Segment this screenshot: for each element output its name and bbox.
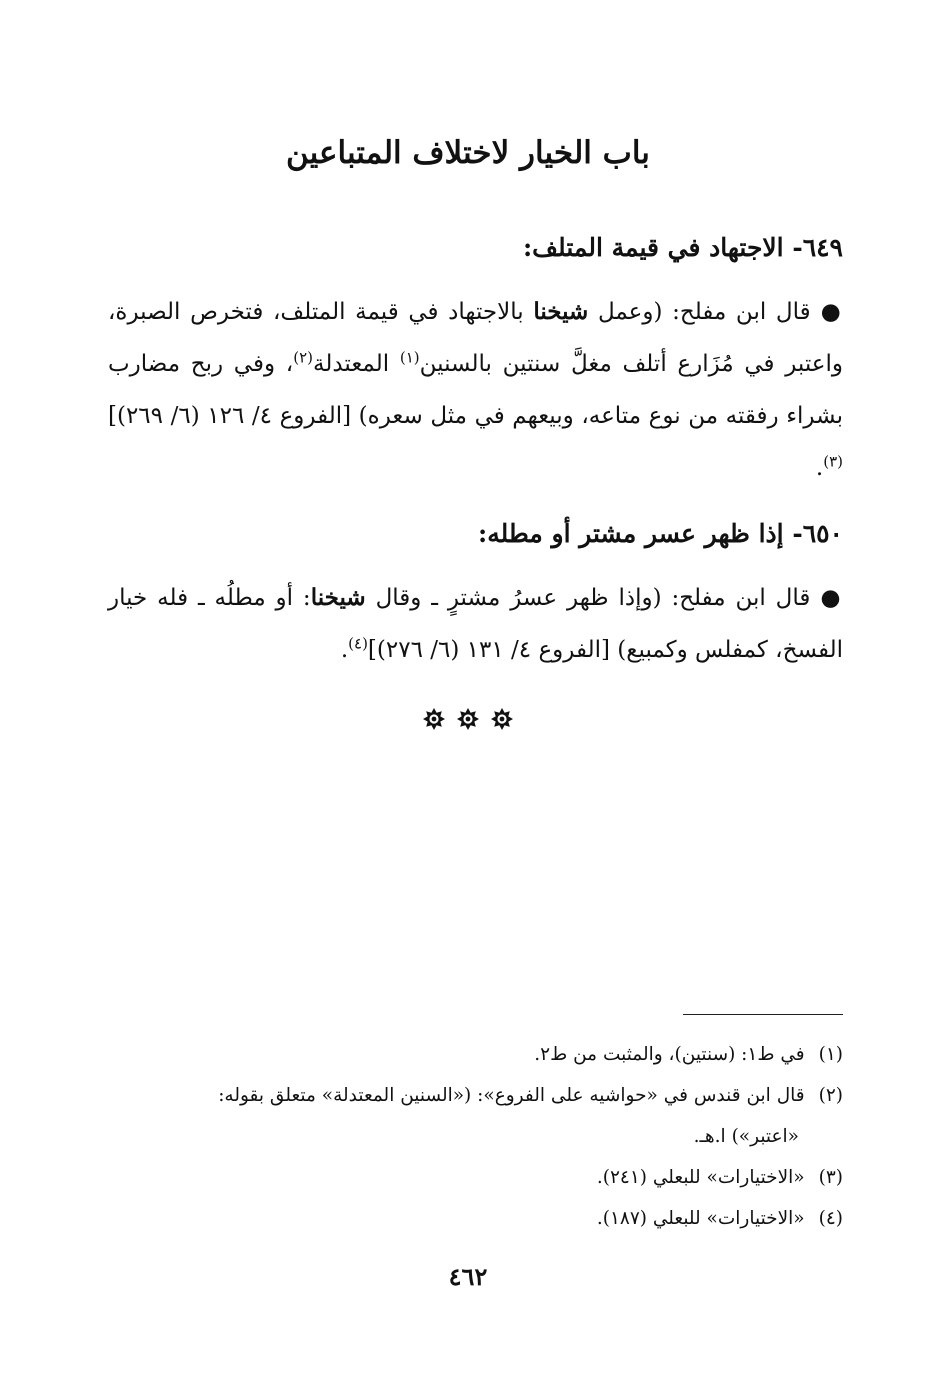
quote-intro: قال ابن مفلح: (وإذا ظهر عسرُ مشترٍ ـ وقال <box>365 585 811 611</box>
footnote-ref-1[interactable]: (١) <box>399 348 420 367</box>
footnote-separator <box>683 1014 843 1015</box>
section-heading: ٦٤٩- الاجتهاد في قيمة المتلف: <box>522 233 843 262</box>
footnote-2 <box>108 1077 843 1114</box>
quote-text: بالاجتهاد في قيمة المتلف، فتخرص الصبرة، واعتبر في مُزَارع أتلف مغلَّ سنتين بالسنين <box>108 299 844 377</box>
quote-intro: قال ابن مفلح: (وعمل <box>588 299 811 325</box>
footnote-text: «الاختيارات» للبعلي (٢٤١). <box>596 1167 805 1188</box>
footnote-text: «الاختيارات» للبعلي (١٨٧). <box>596 1208 805 1229</box>
main-content <box>108 228 843 696</box>
section-paragraph <box>108 286 843 494</box>
footnote-4 <box>108 1200 843 1237</box>
footnote-number: (٤) <box>818 1208 843 1229</box>
section-paragraph <box>108 572 843 676</box>
quote-text: : أو مطلُه ـ فله خيار الفسخ، كمفلس وكمبيع) [الفروع ٤/ ١٣١ (٦/ ٢٧٦)] <box>108 585 843 663</box>
eight-point-star-icon <box>423 708 445 730</box>
section-650 <box>108 514 843 676</box>
bullet-icon: ● <box>820 299 843 325</box>
footnote-text: قال ابن قندس في «حواشيه على الفروع»: («السنين المعتدلة» متعلق بقوله: <box>218 1085 805 1106</box>
bold-term: شيخنا <box>310 584 366 611</box>
section-divider-ornaments <box>0 708 936 730</box>
sentence-end: . <box>815 455 824 481</box>
footnote-ref-3[interactable]: (٣) <box>823 452 843 471</box>
footnote-text: في ط١: (سنتين)، والمثبت من ط٢. <box>534 1044 805 1065</box>
footnote-number: (٢) <box>818 1085 843 1106</box>
page-number: ٤٦٢ <box>448 1262 488 1291</box>
eight-point-star-icon <box>457 708 479 730</box>
footnote-number: (١) <box>818 1044 843 1065</box>
bullet-icon: ● <box>820 585 844 611</box>
footnote-number: (٣) <box>818 1167 843 1188</box>
sentence-end: . <box>340 637 349 663</box>
quote-text: ، وفي ربح مضارب بشراء رفقته من نوع متاعه، وبيعهم في مثل سعره) [الفروع ٤/ ١٢٦ (٦/ ٢٦٩)] <box>108 351 844 429</box>
footnote-3 <box>108 1159 843 1196</box>
section-649 <box>108 228 843 494</box>
footnote-1 <box>108 1036 843 1073</box>
footnotes <box>108 1036 843 1241</box>
footnote-2-continuation: «اعتبر») ا.هـ. <box>693 1126 799 1147</box>
section-heading: ٦٥٠- إذا ظهر عسر مشتر أو مطله: <box>477 519 843 548</box>
footnote-ref-4[interactable]: (٤) <box>348 634 368 653</box>
eight-point-star-icon <box>491 708 513 730</box>
footnote-ref-2[interactable]: (٢) <box>293 348 313 367</box>
quote-text: المعتدلة <box>312 351 400 377</box>
bold-term: شيخنا <box>533 298 589 325</box>
chapter-title: باب الخيار لاختلاف المتباعين <box>286 135 650 171</box>
